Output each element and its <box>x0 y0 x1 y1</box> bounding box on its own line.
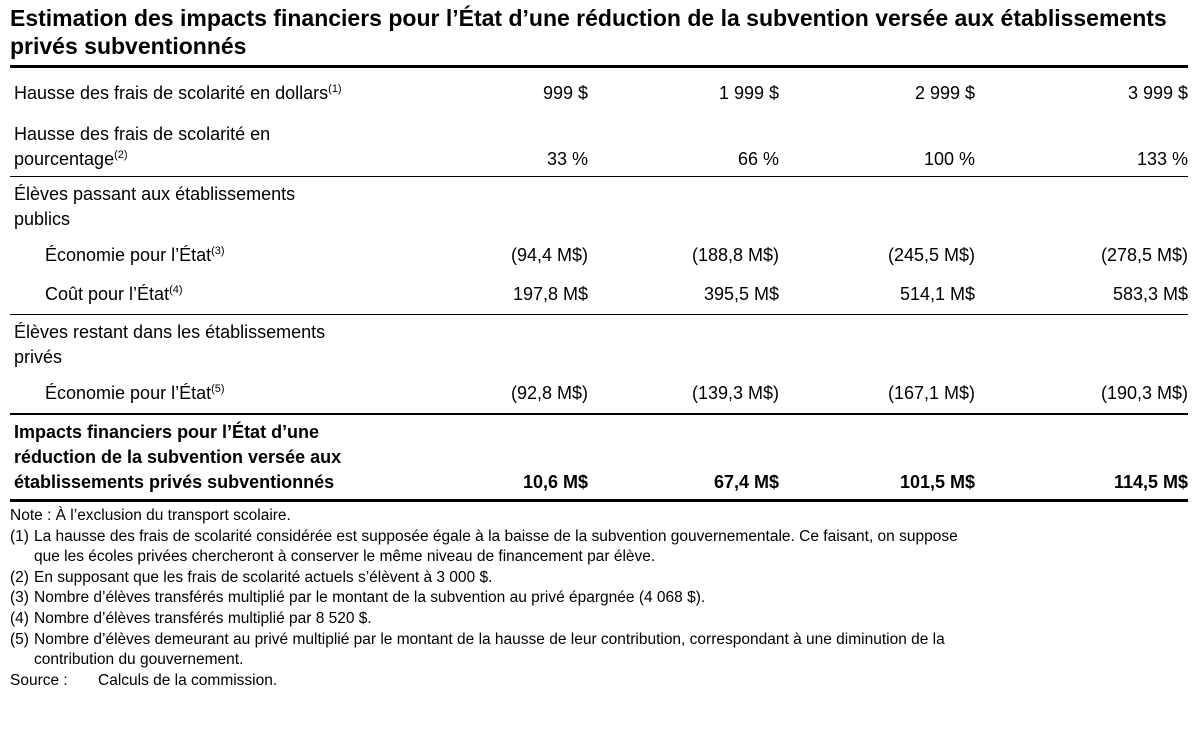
footnote: (4) Nombre d’élèves transférés multiplié par 8 520 $. <box>10 609 372 627</box>
row-label: Économie pour l’État$^{(5)}$ <box>45 383 225 403</box>
cell-value: (188,8 M$) <box>691 245 779 265</box>
total-row <box>10 415 1188 499</box>
row-label: Économie pour l’État$^{(3)}$ <box>45 245 225 265</box>
cell-value: (245,5 M$) <box>887 245 975 265</box>
cell-value: (278,5 M$) <box>1100 245 1188 265</box>
cell-value: (167,1 M$) <box>887 383 975 403</box>
footnote: (3) Nombre d’élèves transférés multiplié par le montant de la subvention au privé épargnée (4 068 $). <box>10 589 706 607</box>
cell-value: 133 % <box>1136 149 1188 169</box>
row-label: Coût pour l’État$^{(4)}$ <box>45 284 183 304</box>
cell-value: (92,8 M$) <box>510 383 588 403</box>
table-row <box>10 116 1188 176</box>
total-label: Impacts financiers pour l’État d’une réduction de la subvention versée aux établissements privés subventionnés <box>14 422 342 492</box>
document-page <box>10 0 1188 691</box>
total-value: 10,6 M$ <box>522 472 588 492</box>
table-bottom-rule <box>10 499 1188 502</box>
table-row <box>10 68 1188 116</box>
section-header <box>10 315 1188 377</box>
cell-value: 395,5 M$ <box>703 284 779 304</box>
row-label: Hausse des frais de scolarité en dollars$^{(1)}$ <box>14 83 342 103</box>
footnote: (5) Nombre d’élèves demeurant au privé multiplié par le montant de la hausse de leur contribution, correspondant à une diminution de la contribution du gouvernement. <box>10 630 945 669</box>
cell-value: 2 999 $ <box>914 83 975 103</box>
cell-value: 100 % <box>923 149 975 169</box>
cell-value: (139,3 M$) <box>691 383 779 403</box>
note-intro: Note : À l’exclusion du transport scolaire. <box>10 507 291 524</box>
cell-value: 999 $ <box>542 83 588 103</box>
footnotes <box>10 506 1188 691</box>
source-line: Source : Calculs de la commission. <box>10 671 278 689</box>
footnote: (1) La hausse des frais de scolarité considérée est supposée égale à la baisse de la subvention gouvernementale. Ce faisant, on suppose que les écoles privées chercheront à conserver le même niveau de financement par élève. <box>10 527 958 566</box>
total-value: 101,5 M$ <box>899 472 975 492</box>
cell-value: 197,8 M$ <box>512 284 588 304</box>
table-title: Estimation des impacts financiers pour l’État d’une réduction de la subvention versée aux établissements privés subventionnés <box>10 5 1167 59</box>
cell-value: (190,3 M$) <box>1100 383 1188 403</box>
row-label: Hausse des frais de scolarité en pourcentage$^{(2)}$ <box>14 124 271 169</box>
cell-value: 1 999 $ <box>718 83 779 103</box>
total-value: 114,5 M$ <box>1113 472 1188 492</box>
cell-value: 514,1 M$ <box>899 284 975 304</box>
footnote: (2) En supposant que les frais de scolarité actuels s’élèvent à 3 000 $. <box>10 568 493 586</box>
total-value: 67,4 M$ <box>713 472 779 492</box>
row-label: Élèves restant dans les établissements privés <box>14 322 326 367</box>
table-row <box>10 239 1188 277</box>
cell-value: 33 % <box>546 149 588 169</box>
cell-value: (94,4 M$) <box>510 245 588 265</box>
cell-value: 583,3 M$ <box>1112 284 1188 304</box>
section-header <box>10 177 1188 239</box>
row-label: Élèves passant aux établissements publics <box>14 184 296 229</box>
table-row <box>10 277 1188 314</box>
table-row <box>10 377 1188 413</box>
cell-value: 66 % <box>737 149 779 169</box>
cell-value: 3 999 $ <box>1127 83 1188 103</box>
